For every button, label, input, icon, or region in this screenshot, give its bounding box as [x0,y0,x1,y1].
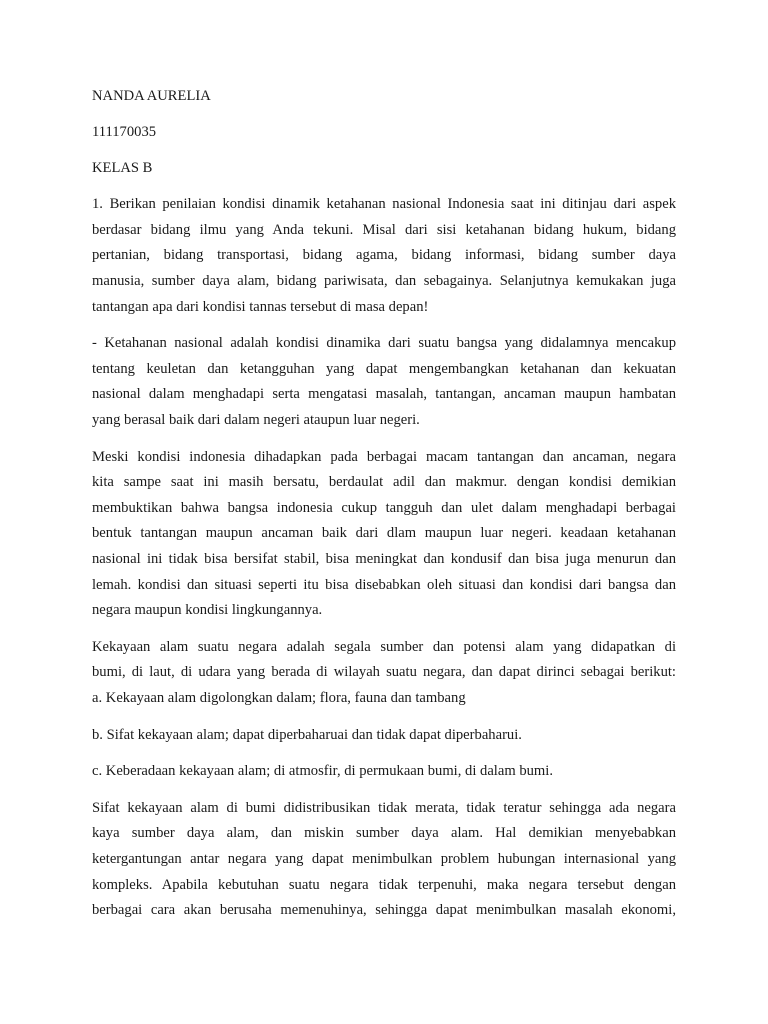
text-line: membuktikan bahwa bangsa indonesia cukup tangguh dan ulet dalam menghadapi berbagai [92,499,676,516]
paragraph-2 [92,331,676,433]
document-body [92,192,676,923]
text-line: berdasar bidang ilmu yang Anda tekuni. Misal dari sisi ketahanan bidang hukum, bidang [92,221,676,238]
text-line: Kekayaan alam suatu negara adalah segala sumber dan potensi alam yang didapatkan di [92,638,676,655]
paragraph-4 [92,635,676,712]
text-line: ketergantungan antar negara yang dapat menimbulkan problem hubungan internasional yang [92,850,676,867]
text-line: tantangan apa dari kondisi tannas tersebut di masa depan! [92,298,429,315]
student-id: 111170035 [92,124,157,141]
text-line: nasional dalam menghadapi serta mengatasi masalah, tantangan, ancaman maupun hambatan [92,386,676,403]
text-line: Meski kondisi indonesia dihadapkan pada berbagai macam tantangan dan ancaman, negara [92,448,676,465]
text-line: kompleks. Apabila kebutuhan suatu negara tidak terpenuhi, maka negara tersebut dengan [92,876,676,893]
text-line: negara maupun kondisi lingkungannya. [92,602,323,619]
text-line: bentuk tantangan maupun ancaman baik dari dlam maupun luar negeri. keadaan ketahanan [92,525,676,542]
text-line: manusia, sumber daya alam, bidang pariwisata, dan sebagainya. Selanjutnya kemukakan juga [92,273,676,290]
text-line: kaya sumber daya alam, dan miskin sumber daya alam. Hal demikian menyebabkan [92,825,676,842]
text-line: 1. Berikan penilaian kondisi dinamik ketahanan nasional Indonesia saat ini ditinjau dari aspek [92,196,676,213]
text-line: yang berasal baik dari dalam negeri ataupun luar negeri. [92,412,420,429]
text-line: a. Kekayaan alam digolongkan dalam; flora, fauna dan tambang [92,689,466,706]
paragraph-1 [92,192,676,320]
text-line: tentang keuletan dan ketangguhan yang dapat mengembangkan ketahanan dan kekuatan [92,360,676,377]
paragraph-5 [92,723,676,749]
text-line: pertanian, bidang transportasi, bidang agama, bidang informasi, bidang sumber daya [92,247,676,264]
text-line: kita sampe saat ini masih bersatu, berdaulat adil dan makmur. dengan kondisi demikian [92,474,676,491]
text-line: berbagai cara akan berusaha memenuhinya, sehingga dapat menimbulkan masalah ekonomi, [92,902,676,919]
student-name: NANDA AURELIA [92,88,211,104]
paragraph-3 [92,445,676,624]
text-line: - Ketahanan nasional adalah kondisi dinamika dari suatu bangsa yang didalamnya mencakup [92,335,676,352]
class-label: KELAS B [92,160,153,177]
text-line: Sifat kekayaan alam di bumi didistribusikan tidak merata, tidak teratur sehingga ada negara [92,799,676,816]
paragraph-7 [92,796,676,924]
text-line: lemah. kondisi dan situasi seperti itu bisa disebabkan oleh situasi dan kondisi dari bangsa dan [92,576,676,593]
paragraph-6 [92,759,676,785]
text-line: b. Sifat kekayaan alam; dapat diperbaharuai dan tidak dapat diperbaharui. [92,726,522,743]
text-line: c. Keberadaan kekayaan alam; di atmosfir, di permukaan bumi, di dalam bumi. [92,763,553,780]
text-line: nasional ini tidak bisa bersifat stabil, bisa meningkat dan kondusif dan bisa juga menurun dan [92,551,676,567]
text-line: bumi, di laut, di udara yang berada di wilayah suatu negara, dan dapat dirinci sebagai berikut: [92,664,676,681]
document-page [92,84,676,924]
